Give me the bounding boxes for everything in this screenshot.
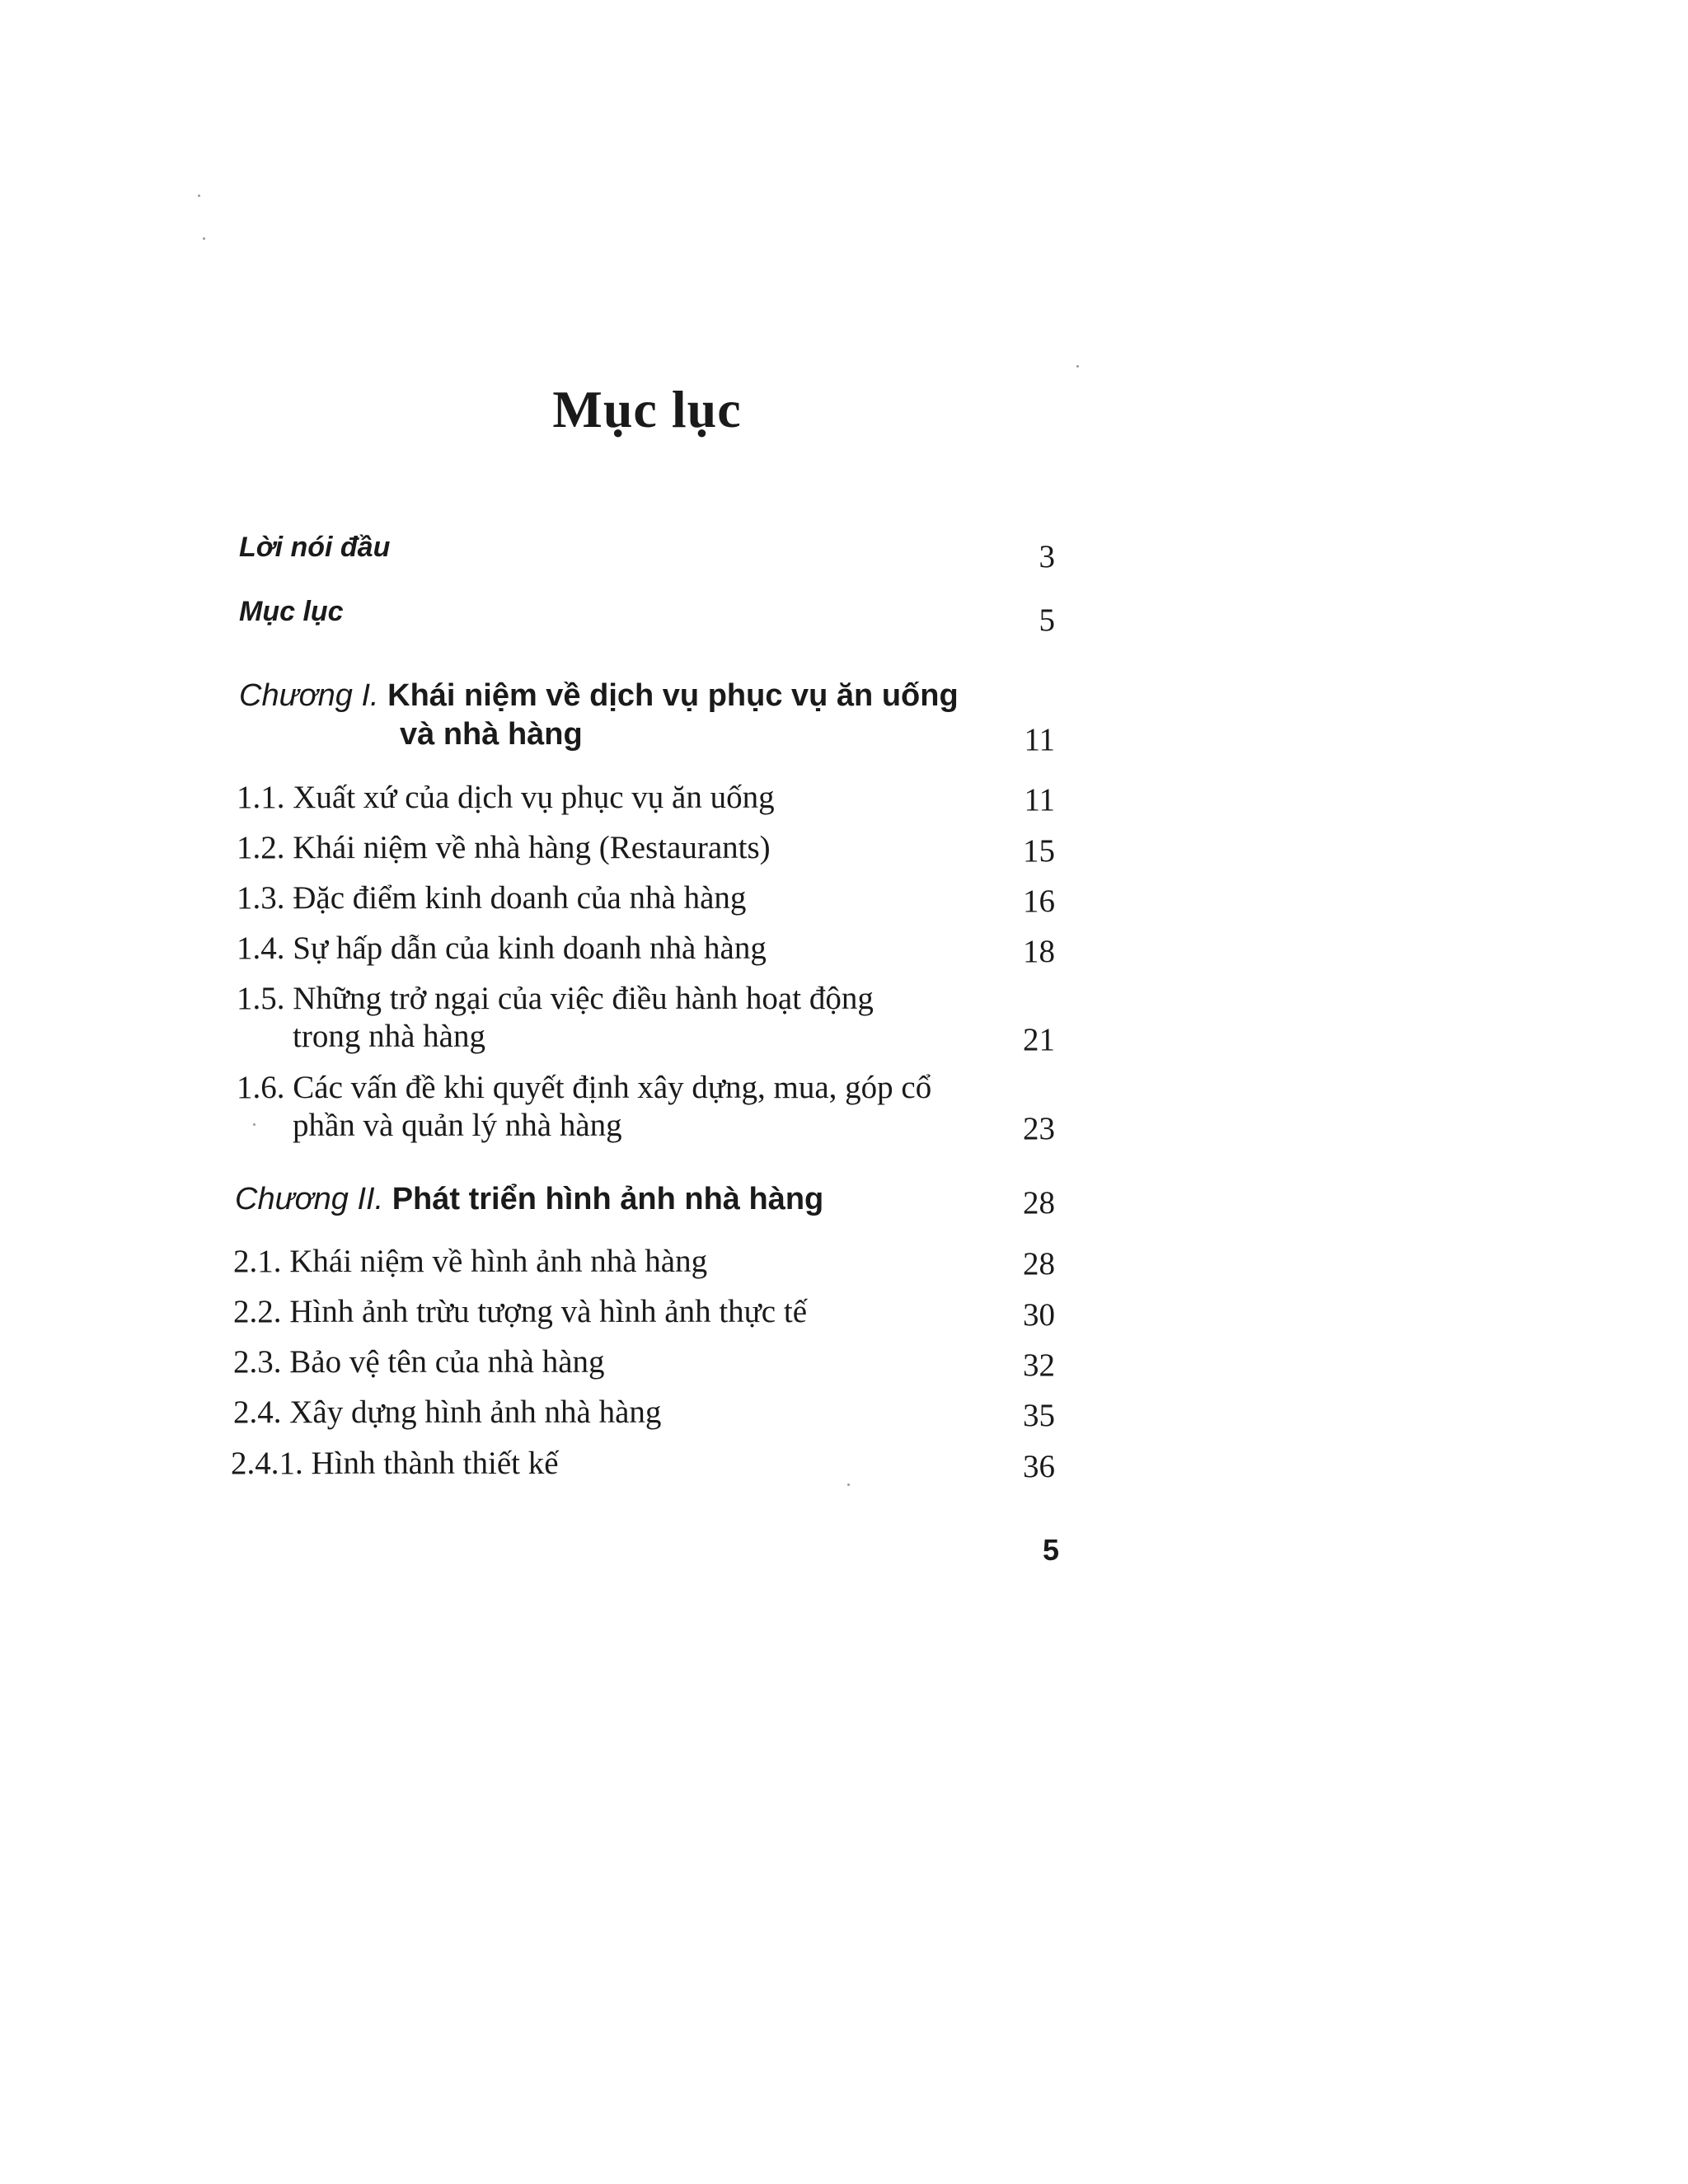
toc-entry-label: 1.6. Các vấn đề khi quyết định xây dựng, mua, góp cổ [237, 1070, 932, 1105]
toc-chapter-line1 [235, 1182, 823, 1217]
toc-entry-label: 1.1. Xuất xứ của dịch vụ phục vụ ăn uống [237, 780, 775, 815]
toc-entry-page: 18 [1023, 934, 1055, 969]
page-title: Mục lục [552, 380, 742, 438]
chapter-prefix: Chương I. [239, 678, 379, 713]
chapter-prefix: Chương II. [235, 1182, 384, 1216]
toc-entry-label: 1.5. Những trở ngại của việc điều hành hoạt động [237, 981, 874, 1016]
chapter-title-continued: và nhà hàng [400, 717, 583, 752]
page-number: 5 [1042, 1533, 1059, 1567]
chapter-title: Phát triển hình ảnh nhà hàng [392, 1182, 824, 1216]
toc-entry-page: 15 [1023, 833, 1055, 869]
toc-entry-page: 23 [1023, 1111, 1055, 1146]
scan-speck [203, 237, 205, 240]
toc-entry-label: 2.4. Xây dựng hình ảnh nhà hàng [233, 1394, 662, 1430]
toc-entry-page: 21 [1023, 1022, 1055, 1057]
toc-entry-label: 1.2. Khái niệm về nhà hàng (Restaurants) [237, 830, 771, 865]
toc-entry-page: 11 [1024, 782, 1055, 818]
scan-speck [253, 1123, 256, 1126]
toc-entry-page: 16 [1023, 883, 1055, 919]
toc-entry-label: 2.4.1. Hình thành thiết kế [231, 1446, 559, 1481]
chapter-title: Khái niệm về dịch vụ phục vụ ăn uống [387, 678, 959, 713]
toc-entry-page: 5 [1039, 602, 1055, 638]
toc-entry-page: 28 [1023, 1185, 1055, 1221]
toc-entry-label: Lời nói đầu [239, 532, 391, 563]
toc-entry-label-continued: phần và quản lý nhà hàng [293, 1108, 622, 1143]
scan-speck [1076, 365, 1079, 368]
toc-entry-label: Mục lục [239, 596, 344, 627]
toc-entry-label: 2.2. Hình ảnh trừu tượng và hình ảnh thực tế [233, 1294, 808, 1329]
toc-chapter-line2 [400, 717, 583, 752]
toc-chapter-line1 [239, 678, 959, 714]
toc-entry-page: 3 [1039, 539, 1055, 574]
toc-entry-page: 32 [1023, 1347, 1055, 1383]
toc-entry-page: 36 [1023, 1449, 1055, 1484]
toc-entry-label-continued: trong nhà hàng [293, 1019, 485, 1054]
toc-entry-page: 28 [1023, 1246, 1055, 1282]
toc-entry-label: 1.4. Sự hấp dẫn của kinh doanh nhà hàng [237, 930, 767, 966]
toc-entry-label: 2.3. Bảo vệ tên của nhà hàng [233, 1344, 605, 1380]
scan-speck [198, 194, 200, 197]
toc-entry-page: 11 [1024, 722, 1055, 757]
toc-entry-label: 2.1. Khái niệm về hình ảnh nhà hàng [233, 1244, 708, 1279]
toc-entry-page: 30 [1023, 1297, 1055, 1333]
toc-entry-page: 35 [1023, 1398, 1055, 1433]
toc-entry-label: 1.3. Đặc điểm kinh doanh của nhà hàng [237, 880, 747, 916]
scan-speck [847, 1483, 850, 1486]
